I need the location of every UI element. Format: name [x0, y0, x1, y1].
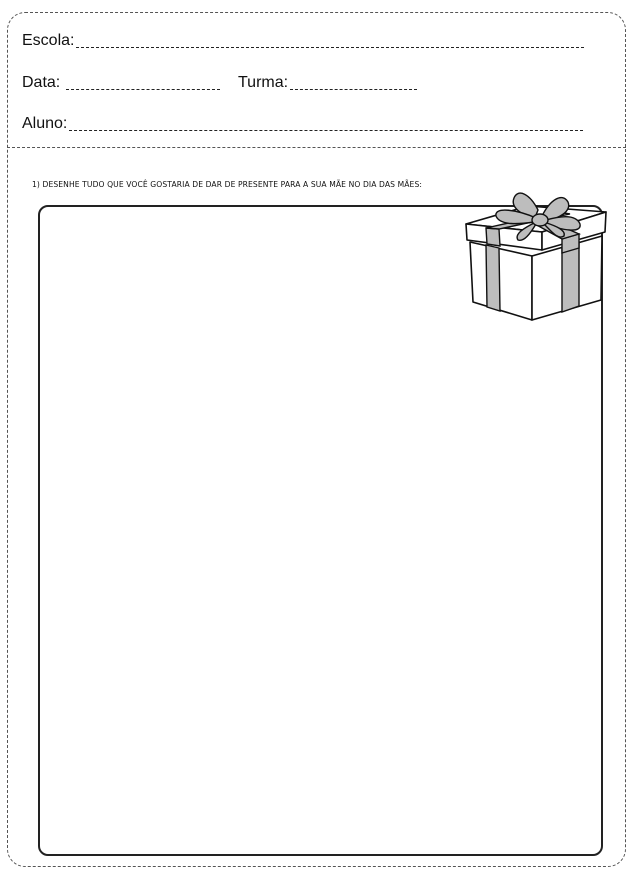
school-label: Escola: — [22, 32, 75, 49]
student-field[interactable] — [22, 115, 583, 133]
student-answer-line[interactable] — [69, 130, 583, 131]
school-field[interactable] — [22, 32, 584, 50]
school-answer-line[interactable] — [76, 47, 584, 48]
date-answer-line[interactable] — [66, 89, 220, 90]
date-label: Data: — [22, 74, 61, 91]
activity-instruction: 1) DESENHE TUDO QUE VOCÊ GOSTARIA DE DAR DE PRESENTE PARA A SUA MÃE NO DIA DAS MÃES: — [32, 180, 423, 189]
class-field[interactable] — [238, 74, 417, 92]
class-answer-line[interactable] — [290, 89, 417, 90]
student-label: Aluno: — [22, 115, 68, 132]
date-field[interactable] — [22, 74, 220, 92]
header-divider — [7, 147, 626, 148]
gift-box-icon — [462, 176, 612, 324]
class-label: Turma: — [238, 74, 289, 91]
